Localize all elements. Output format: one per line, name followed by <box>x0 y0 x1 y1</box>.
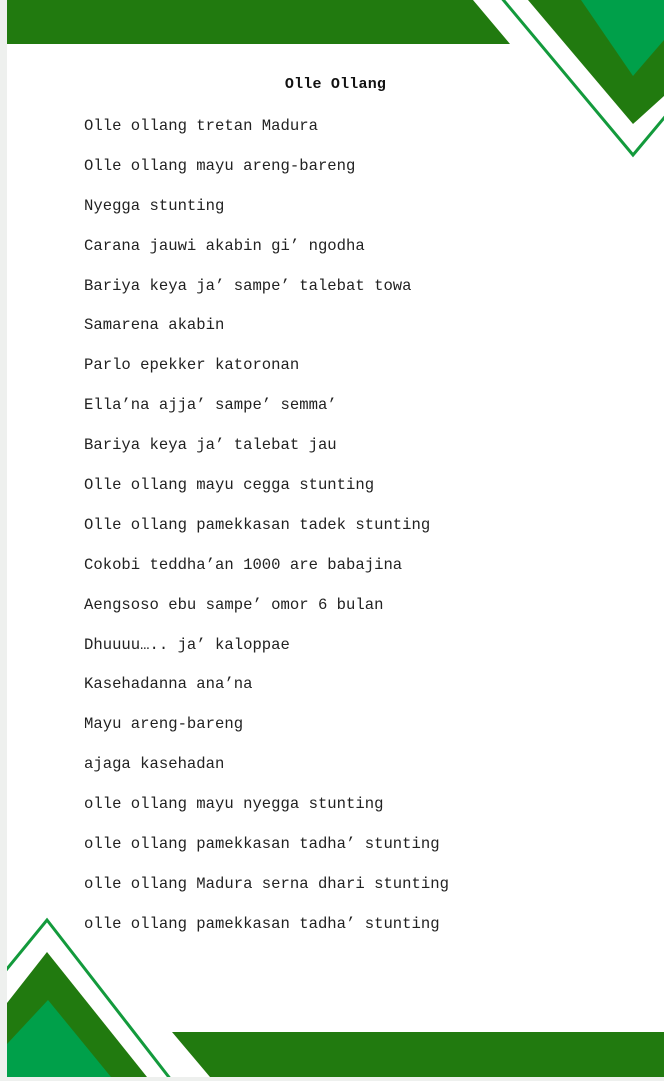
top-green-band <box>7 0 510 44</box>
poem-line: Dhuuuu….. ja’ kaloppae <box>84 635 290 654</box>
poem-line: Samarena akabin <box>84 316 225 335</box>
poem-line: Mayu areng-bareng <box>84 715 244 734</box>
poem-line: Aengsoso ebu sampe’ omor 6 bulan <box>84 595 384 614</box>
poem-line: olle ollang pamekkasan tadha’ stunting <box>84 914 440 933</box>
poem-line: Ella’na ajja’ sampe’ semma’ <box>84 396 337 415</box>
poem-line: olle ollang pamekkasan tadha’ stunting <box>84 835 440 854</box>
bottom-green-band <box>172 1032 664 1077</box>
poem-lines <box>84 117 449 955</box>
poem-line: Carana jauwi akabin gi’ ngodha <box>84 236 365 255</box>
poem-line: Olle ollang pamekkasan tadek stunting <box>84 515 431 534</box>
poem-line: Olle ollang mayu areng-bareng <box>84 156 356 175</box>
document-page <box>7 0 664 1077</box>
poem-line: Bariya keya ja’ talebat jau <box>84 436 337 455</box>
poem-line: ajaga kasehadan <box>84 755 225 774</box>
poem-line: Parlo epekker katoronan <box>84 356 300 375</box>
poem-line: Cokobi teddha’an 1000 are babajina <box>84 555 403 574</box>
poem-line: Bariya keya ja’ sampe’ talebat towa <box>84 276 412 295</box>
poem-line: Olle ollang tretan Madura <box>84 117 318 135</box>
poem-line: Olle ollang mayu cegga stunting <box>84 476 375 495</box>
poem-line: olle ollang Madura serna dhari stunting <box>84 874 449 893</box>
poem-line: Nyegga stunting <box>84 196 225 215</box>
poem-line: olle ollang mayu nyegga stunting <box>84 795 384 814</box>
poem-title: Olle Ollang <box>284 76 387 93</box>
poem-line: Kasehadanna ana’na <box>84 675 253 694</box>
